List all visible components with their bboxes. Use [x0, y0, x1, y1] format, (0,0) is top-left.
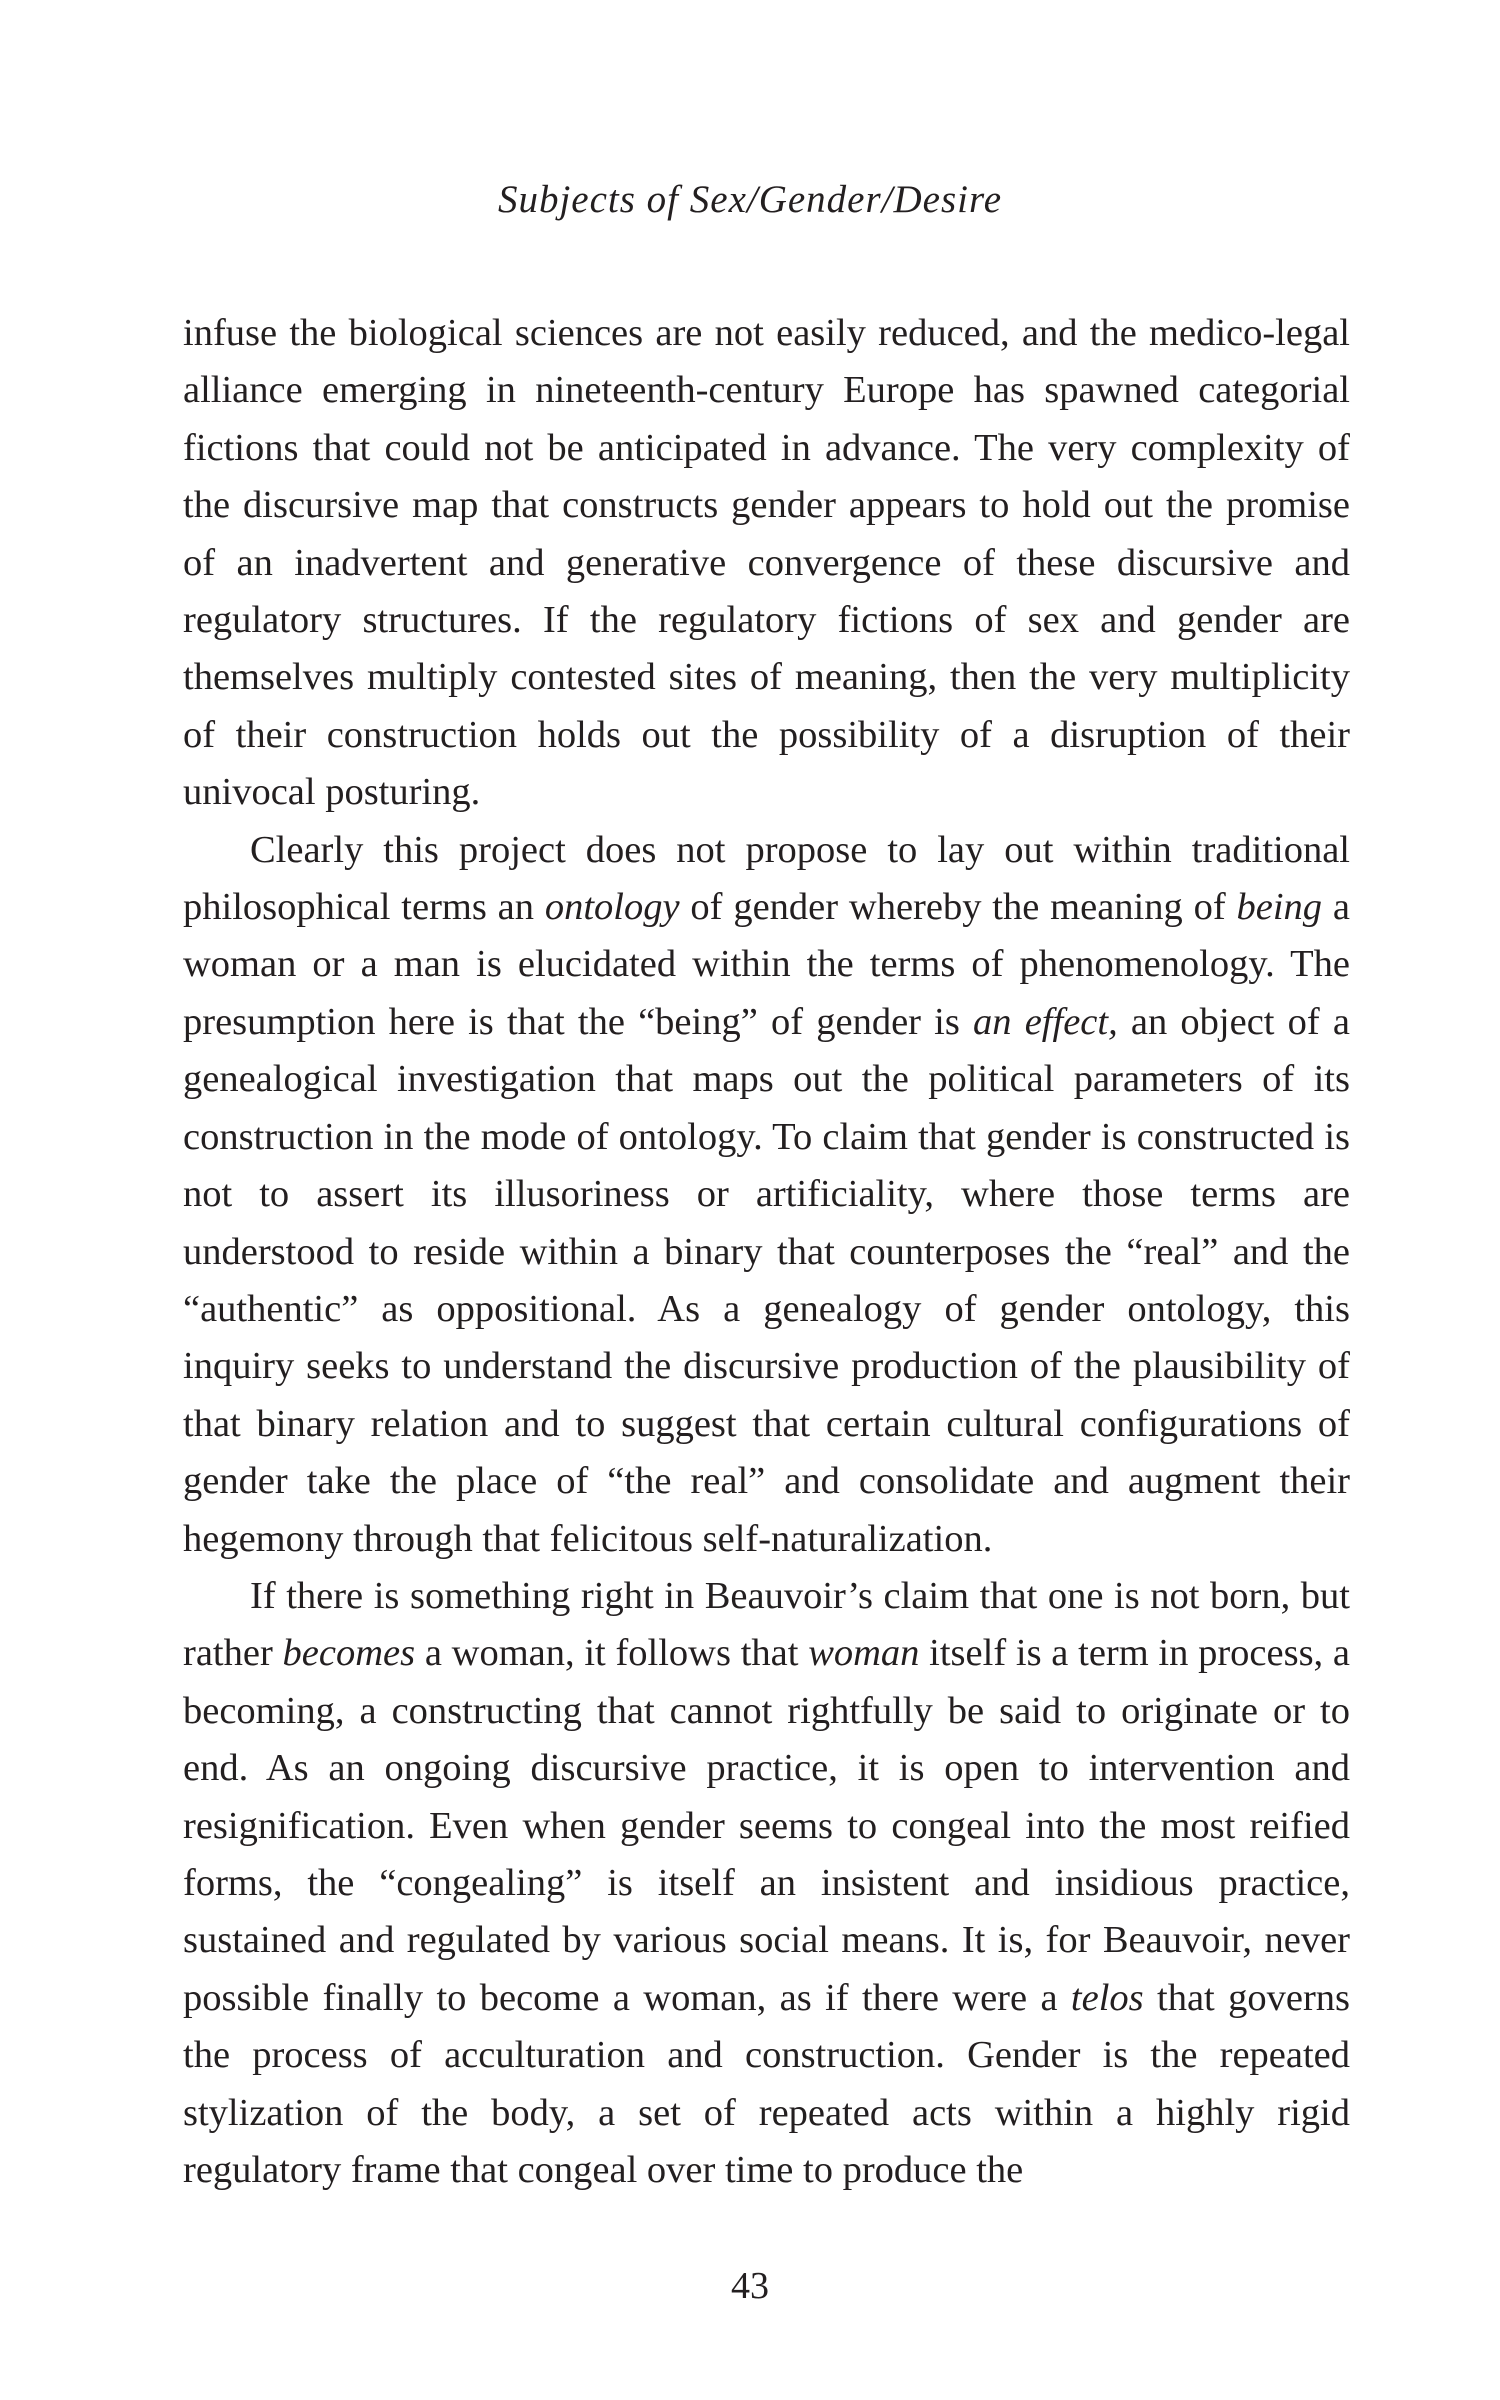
text-run: of gender whereby the meaning of [679, 886, 1237, 929]
italic-term: an effect, [973, 1000, 1118, 1043]
body-text [183, 305, 1350, 2199]
paragraph-3 [183, 1568, 1350, 2199]
italic-term: being [1236, 886, 1323, 929]
text-run: a woman or a man is elucidated within the terms of phenomenology. The presumption here is that the “being” of gender is [183, 886, 1350, 1043]
running-head: Subjects of Sex/Gender/Desire [497, 178, 1003, 221]
text-run: If there is something right in Beauvoir’s claim that one is not born, but rather [183, 1574, 1350, 1675]
italic-term: ontology [544, 886, 680, 929]
italic-term: telos [1070, 1976, 1144, 2019]
text-run: that governs the process of acculturation and construction. Gender is the repeated stylization of the body, a set of repeated acts within a highly rigid regulatory frame that congeal over time to produce the [183, 1976, 1351, 2191]
text-run: an object of a genealogical investigation that maps out the political parameters of its construction in the mode of ontology. To claim that gender is constructed is not to assert its illusoriness or artificiality, where those terms are understood to reside within a binary that counterposes the “real” and the “authentic” as oppositional. As a genealogy of gender ontology, this inquiry seeks to understand the discursive production of the plausibility of that binary relation and to suggest that certain cultural configurations of gender take the place of “the real” and consolidate and augment their hegemony through that felicitous self-naturalization. [183, 1000, 1350, 1560]
text-run: infuse the biological sciences are not easily reduced, and the medico-legal alliance emerging in nineteenth-century Europe has spawned categorial fictions that could not be anticipated in advance. The very complexity of the discursive map that constructs gender appears to hold out the promise of an inadvertent and generative convergence of these discursive and regulatory structures. If the regulatory fictions of sex and gender are themselves multiply contested sites of meaning, then the very multiplicity of their construction holds out the possibility of a disruption of their univocal posturing. [183, 312, 1350, 814]
text-run: a woman, it follows that [415, 1632, 809, 1675]
text-run: Clearly this project does not propose to lay out within traditional philosophical terms an [183, 828, 1350, 929]
paragraph-2 [183, 822, 1350, 1568]
paragraph-1 [183, 305, 1350, 822]
italic-term: becomes [282, 1632, 416, 1675]
page-number: 43 [731, 2265, 769, 2307]
text-run: itself is a term in process, a becoming, a constructing that cannot rightfully be said to originate or to end. As an ongoing discursive practice, it is open to intervention and resignification. Even when gender seems to congeal into the most reified forms, the “congealing” is itself an insistent and insidious practice, sustained and regulated by various social means. It is, for Beauvoir, never possible finally to become a woman, as if there were a [183, 1632, 1351, 2019]
italic-term: woman [808, 1632, 920, 1675]
